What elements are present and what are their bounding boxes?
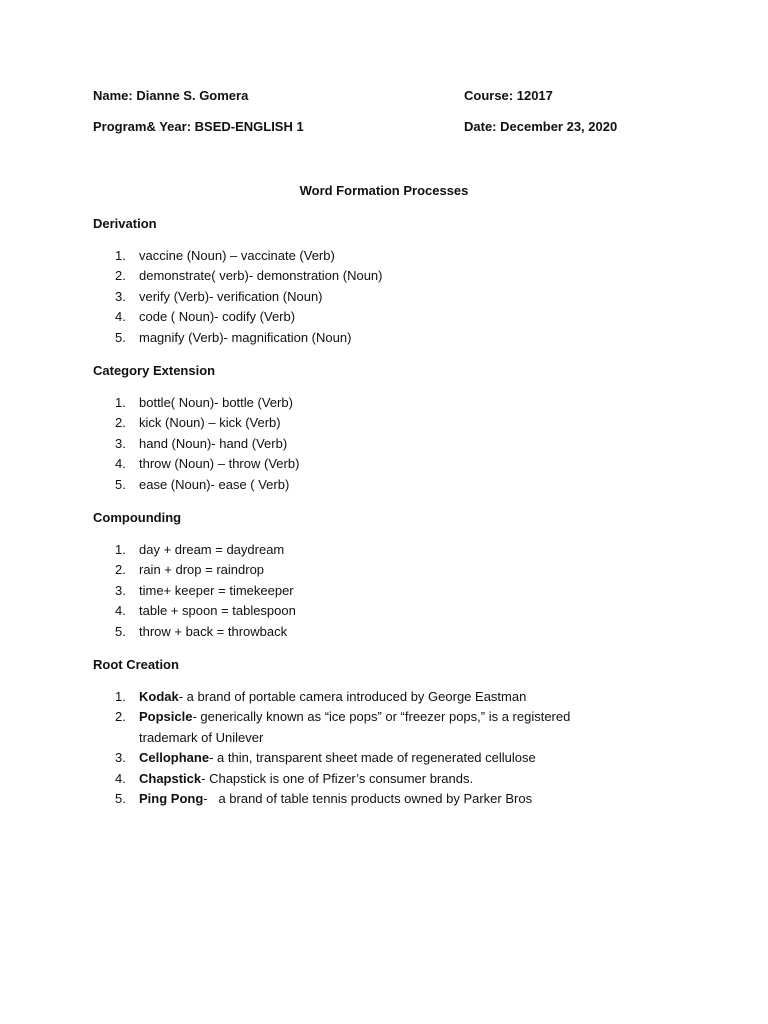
list-item <box>93 287 653 307</box>
item-number: 2. <box>115 562 126 578</box>
item-text: hand (Noun)- hand (Verb) <box>139 435 288 451</box>
item-text: rain + drop = raindrop <box>139 562 265 578</box>
item-text: throw + back = throwback <box>139 623 288 639</box>
list-item <box>93 266 653 286</box>
item-number: 5. <box>115 791 126 807</box>
item-text: table + spoon = tablespoon <box>139 603 296 619</box>
list-item <box>93 246 653 266</box>
item-number: 1. <box>115 248 126 263</box>
compounding-list <box>93 540 653 642</box>
list-item <box>93 581 653 601</box>
item-text: - a brand of table tennis products owned by Parker Bros <box>203 791 533 807</box>
item-number: 2. <box>115 709 126 725</box>
section-heading: Compounding <box>93 510 182 525</box>
list-item <box>93 769 653 789</box>
item-number: 5. <box>115 623 126 639</box>
list-item <box>93 560 653 580</box>
item-number: 2. <box>115 415 126 431</box>
category-extension-list <box>93 393 653 495</box>
list-item <box>93 622 653 642</box>
item-number: 3. <box>115 750 126 766</box>
item-text: - a thin, transparent sheet made of regenerated cellulose <box>209 750 536 766</box>
item-text: verify (Verb)- verification (Noun) <box>139 288 323 304</box>
item-text: kick (Noun) – kick (Verb) <box>139 415 281 431</box>
item-text: code ( Noun)- codify (Verb) <box>139 309 296 325</box>
list-item <box>93 707 653 748</box>
item-text: - a brand of portable camera introduced by George Eastman <box>178 689 527 704</box>
item-text: magnify (Verb)- magnification (Noun) <box>139 329 352 345</box>
item-number: 1. <box>115 542 126 557</box>
list-item <box>93 475 653 495</box>
list-item <box>93 601 653 621</box>
document-title: Word Formation Processes <box>299 183 469 198</box>
item-number: 3. <box>115 582 126 598</box>
list-item <box>93 307 653 327</box>
root-creation-list <box>93 687 653 809</box>
list-item <box>93 748 653 768</box>
section-heading: Derivation <box>93 216 157 231</box>
item-text: time+ keeper = timekeeper <box>139 582 294 598</box>
list-item <box>93 328 653 348</box>
section-category-extension <box>93 361 653 495</box>
item-number: 4. <box>115 456 126 472</box>
program-year: Program& Year: BSED-ENGLISH 1 <box>93 119 304 134</box>
item-number: 4. <box>115 309 126 325</box>
item-text: day + dream = daydream <box>139 542 285 557</box>
item-number: 5. <box>115 329 126 345</box>
item-text: vaccine (Noun) – vaccinate (Verb) <box>139 248 335 263</box>
list-item <box>93 434 653 454</box>
item-text: - generically known as “ice pops” or “freezer pops,” is a registered trademark of Unilever <box>139 709 571 745</box>
list-item <box>93 540 653 560</box>
document-date: Date: December 23, 2020 <box>464 119 618 134</box>
list-item <box>93 687 653 707</box>
student-name: Name: Dianne S. Gomera <box>93 88 249 103</box>
list-item <box>93 413 653 433</box>
item-term: Kodak <box>139 689 179 704</box>
item-number: 1. <box>115 395 126 410</box>
item-number: 1. <box>115 689 126 704</box>
list-item <box>93 454 653 474</box>
section-derivation <box>93 214 653 348</box>
item-number: 5. <box>115 476 126 492</box>
item-term: Popsicle <box>139 709 193 725</box>
list-item <box>93 393 653 413</box>
section-root-creation <box>93 655 653 809</box>
item-term: Ping Pong <box>139 791 204 807</box>
item-term: Chapstick <box>139 770 202 786</box>
item-number: 3. <box>115 435 126 451</box>
section-heading: Category Extension <box>93 363 216 378</box>
item-number: 3. <box>115 288 126 304</box>
item-text: throw (Noun) – throw (Verb) <box>139 456 300 472</box>
derivation-list <box>93 246 653 348</box>
item-text: - Chapstick is one of Pfizer’s consumer brands. <box>201 770 474 786</box>
item-text: ease (Noun)- ease ( Verb) <box>139 476 290 492</box>
item-wrap <box>139 707 619 748</box>
header-row-1 <box>93 86 693 106</box>
item-term: Cellophane <box>139 750 210 766</box>
item-text: demonstrate( verb)- demonstration (Noun) <box>139 268 383 284</box>
section-heading: Root Creation <box>93 657 179 672</box>
item-number: 4. <box>115 603 126 619</box>
item-text: bottle( Noun)- bottle (Verb) <box>139 395 293 410</box>
list-item <box>93 789 653 809</box>
course-code: Course: 12017 <box>464 88 553 103</box>
header-row-2 <box>93 117 693 137</box>
section-compounding <box>93 508 653 642</box>
item-number: 4. <box>115 770 126 786</box>
item-number: 2. <box>115 268 126 284</box>
